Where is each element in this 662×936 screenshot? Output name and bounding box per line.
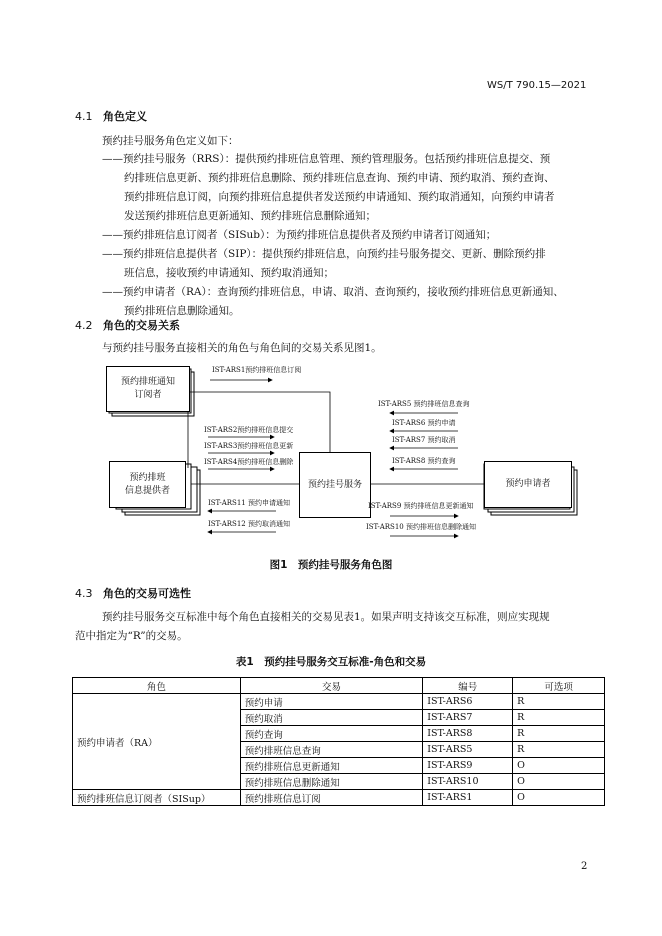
- code-cell: IST-ARS7: [423, 710, 513, 726]
- transaction-cell: 预约申请: [240, 694, 423, 710]
- code-cell: IST-ARS1: [423, 790, 513, 806]
- option-cell: R: [513, 694, 605, 710]
- label-ars7: IST-ARS7 预约取消: [392, 436, 456, 444]
- transaction-cell: 预约取消: [240, 710, 423, 726]
- text-line: 班信息，接收预约申请通知、预约取消通知；: [124, 267, 334, 279]
- label-ars12: IST-ARS12 预约取消通知: [208, 520, 290, 528]
- text-line: 预约排班信息删除通知。: [124, 305, 240, 317]
- option-cell: R: [513, 710, 605, 726]
- box-label-line: 预约排班: [129, 472, 166, 483]
- code-cell: IST-ARS8: [423, 726, 513, 742]
- roles-transactions-table: [72, 677, 605, 806]
- transaction-cell: 预约排班信息删除通知: [240, 774, 423, 790]
- table-header-row: [73, 678, 605, 694]
- section-title: 角色的交易关系: [103, 319, 180, 332]
- section-number: 4.1: [75, 110, 93, 123]
- transaction-cell: 预约查询: [240, 726, 423, 742]
- table-row: [73, 790, 605, 806]
- option-cell: O: [513, 774, 605, 790]
- box-schedule-subscriber: [106, 366, 190, 412]
- role-item-sip: [102, 245, 607, 283]
- label-ars8: IST-ARS8 预约查询: [392, 457, 456, 465]
- page-number: 2: [581, 861, 588, 872]
- text-line: ——预约排班信息提供者（SIP）：提供预约排班信息，向预约挂号服务提交、更新、删除预约排: [102, 248, 546, 260]
- label-ars3: IST-ARS3预约排班信息更新: [204, 442, 294, 450]
- box-appointment-service: 预约挂号服务: [299, 452, 371, 518]
- section-4-1-intro: 预约挂号服务角色定义如下：: [102, 135, 239, 147]
- text-line: 范中指定为“R”的交易。: [75, 630, 188, 642]
- header-cell: 交易: [240, 678, 423, 694]
- label-ars1: IST-ARS1预约排班信息订阅: [212, 366, 302, 374]
- box-label-line: 订阅者: [134, 390, 162, 400]
- option-cell: R: [513, 726, 605, 742]
- option-cell: R: [513, 742, 605, 758]
- box-appointment-requester: 预约申请者: [484, 461, 572, 508]
- label-ars2: IST-ARS2预约排班信息提交: [204, 426, 294, 434]
- label-ars4: IST-ARS4预约排班信息删除: [204, 458, 294, 466]
- label-ars11: IST-ARS11 预约申请通知: [208, 499, 290, 507]
- text-line: ——预约排班信息订阅者（SISub）：为预约排班信息提供者及预约申请者订阅通知；: [102, 229, 497, 241]
- label-ars9: IST-ARS9 预约排班信息更新通知: [368, 502, 474, 510]
- box-label-line: 预约排班通知: [120, 377, 175, 387]
- doc-code: WS/T 790.15—2021: [487, 80, 587, 91]
- section-4-2-intro: 与预约挂号服务直接相关的角色与角色间的交易关系见图1。: [102, 342, 382, 354]
- text-line: ——预约申请者（RA）：查询预约排班信息，申请、取消、查询预约，接收预约排班信息更新通知、: [102, 286, 564, 298]
- header-cell: 编号: [423, 678, 513, 694]
- text-line: 约排班信息更新、预约排班信息删除、预约排班信息查询、预约申请、预约取消、预约查询、: [124, 172, 555, 184]
- role-item-rrs: [102, 150, 607, 226]
- code-cell: IST-ARS9: [423, 758, 513, 774]
- section-title: 角色定义: [103, 110, 147, 123]
- transaction-cell: 预约排班信息更新通知: [240, 758, 423, 774]
- box-label-line: 信息提供者: [124, 485, 170, 496]
- role-item-ra: [102, 283, 607, 321]
- section-title: 角色的交易可选性: [103, 587, 191, 600]
- option-cell: O: [513, 758, 605, 774]
- header-cell: 角色: [73, 678, 241, 694]
- section-number: 4.2: [75, 319, 93, 332]
- role-diagram: [100, 360, 590, 550]
- section-4-3-paragraph: [75, 608, 607, 646]
- label-ars10: IST-ARS10 预约排班信息删除通知: [366, 523, 476, 531]
- text-line: ——预约挂号服务（RRS）：提供预约排班信息管理、预约管理服务。包括预约排班信息提交、预: [102, 153, 551, 165]
- text-line: 预约挂号服务交互标准中每个角色直接相关的交易见表1。如果声明支持该交互标准，则应实现规: [102, 611, 550, 623]
- role-cell: 预约排班信息订阅者（SISup）: [73, 790, 241, 806]
- role-cell: 预约申请者（RA）: [73, 694, 241, 790]
- figure-caption: 图1 预约挂号服务角色图: [269, 559, 393, 571]
- section-number: 4.3: [75, 587, 93, 600]
- label-ars5: IST-ARS5 预约排班信息查询: [378, 400, 470, 408]
- section-4-2-heading: [75, 317, 180, 333]
- box-schedule-provider: [109, 461, 186, 508]
- role-item-sisub: [102, 226, 607, 245]
- code-cell: IST-ARS10: [423, 774, 513, 790]
- section-4-1-heading: [75, 108, 147, 124]
- transaction-cell: 预约排班信息查询: [240, 742, 423, 758]
- table-row: [73, 694, 605, 710]
- option-cell: O: [513, 790, 605, 806]
- role-definition-list: [102, 150, 607, 321]
- table-caption: 表1 预约挂号服务交互标准-角色和交易: [235, 656, 427, 668]
- transaction-cell: 预约排班信息订阅: [240, 790, 423, 806]
- code-cell: IST-ARS5: [423, 742, 513, 758]
- text-line: 发送预约排班信息更新通知、预约排班信息删除通知；: [124, 210, 376, 222]
- label-ars6: IST-ARS6 预约申请: [392, 419, 456, 427]
- code-cell: IST-ARS6: [423, 694, 513, 710]
- text-line: 预约排班信息订阅，向预约排班信息提供者发送预约申请通知、预约取消通知，向预约申请者: [124, 191, 555, 203]
- header-cell: 可选项: [513, 678, 605, 694]
- section-4-3-heading: [75, 585, 191, 601]
